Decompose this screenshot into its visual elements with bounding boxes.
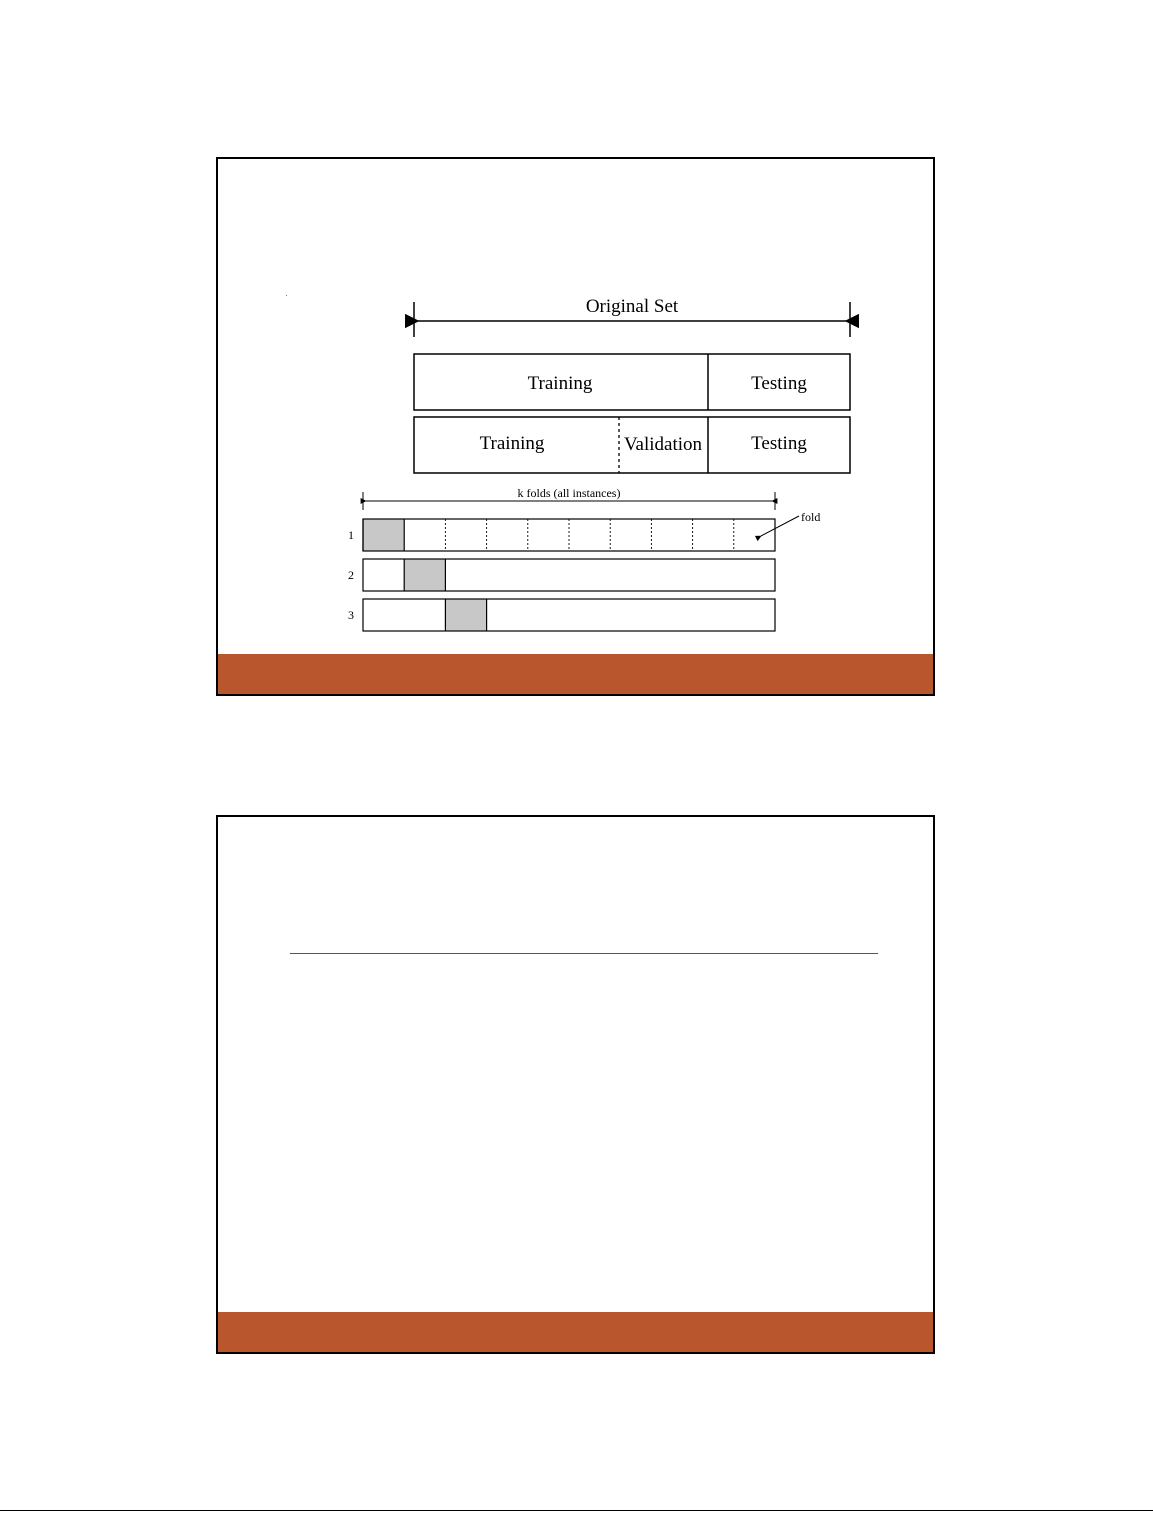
kfold-rows — [348, 519, 775, 631]
highlighted-fold — [404, 559, 445, 591]
kfold-row-1 — [348, 519, 775, 551]
stray-mark — [286, 295, 287, 296]
kfold-diagram — [348, 486, 820, 631]
slide-1-diagrams — [218, 159, 935, 696]
row2-validation-label: Validation — [623, 434, 703, 455]
kfold-header-label: k folds (all instances) — [517, 486, 621, 500]
title-divider-line — [290, 953, 878, 954]
kfold-row-index: 3 — [348, 608, 354, 622]
highlighted-fold — [363, 519, 404, 551]
row2-testing-label: Testing — [751, 433, 807, 454]
kfold-row-3 — [348, 599, 775, 631]
row2-training-label: Training — [479, 433, 545, 454]
highlighted-fold — [445, 599, 486, 631]
fold-row-box — [363, 599, 775, 631]
footer-band — [218, 1312, 933, 1352]
kfold-row-index: 1 — [348, 528, 354, 542]
slide-2 — [216, 815, 935, 1354]
row1-training-label: Training — [527, 373, 593, 394]
kfold-row-2 — [348, 559, 775, 591]
slide-1 — [216, 157, 935, 696]
footer-band — [218, 654, 933, 694]
page-bottom-border — [0, 1510, 1153, 1511]
fold-callout-label: fold — [801, 510, 821, 524]
kfold-row-index: 2 — [348, 568, 354, 582]
original-set-label: Original Set — [585, 296, 679, 317]
row1-testing-label: Testing — [751, 373, 807, 394]
split-diagram — [414, 296, 850, 473]
